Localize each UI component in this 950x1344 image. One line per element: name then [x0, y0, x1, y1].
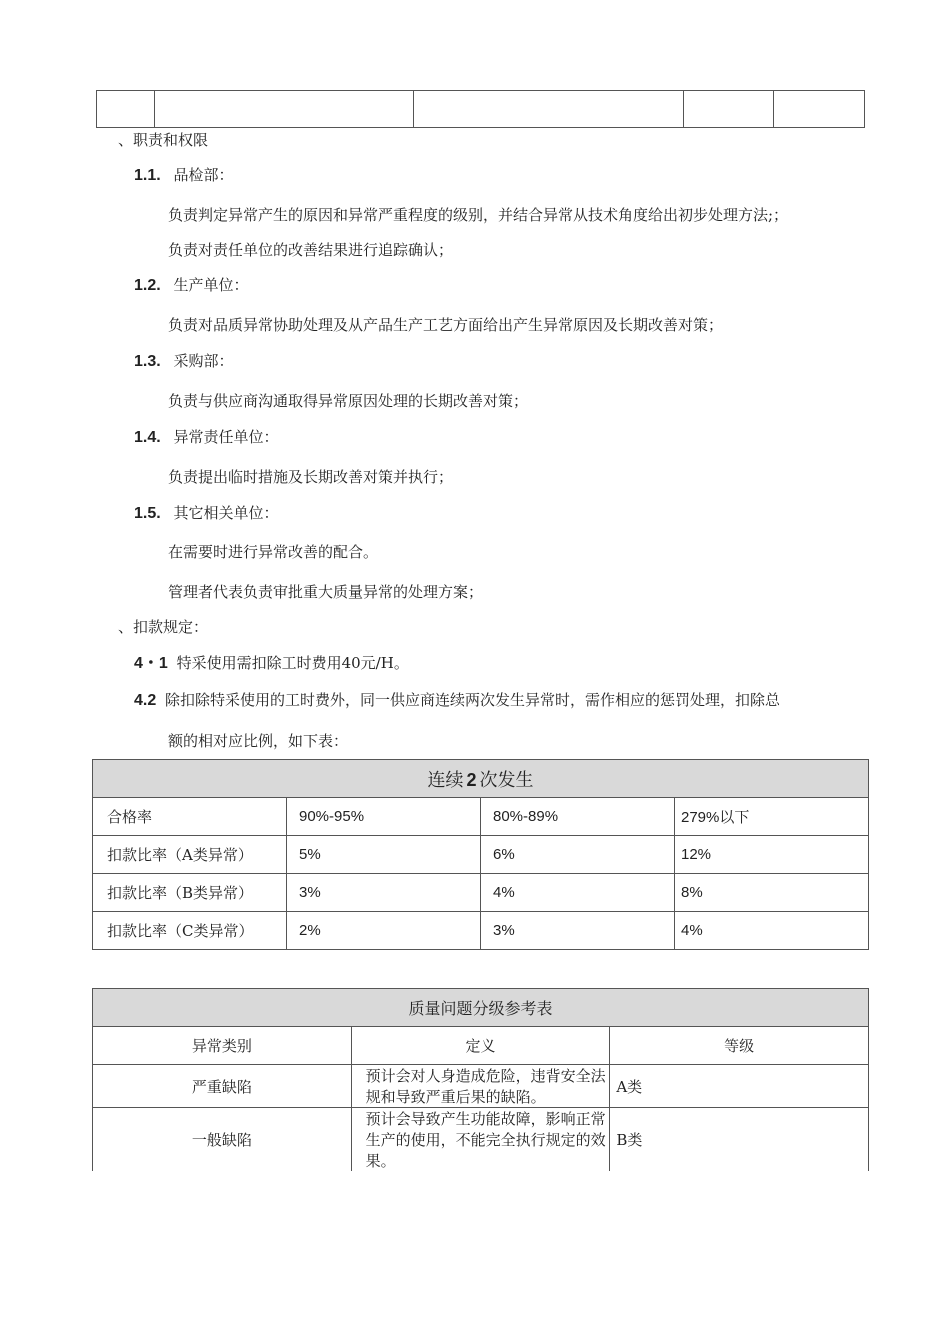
empty-cell: [414, 91, 684, 128]
empty-cell: [97, 91, 155, 128]
rule-text: 特采使用需扣除工时费用40元/H。: [176, 654, 409, 672]
table-header-row: [93, 1027, 869, 1065]
table-cell: 3%: [481, 912, 675, 950]
item-title: 采购部：: [173, 352, 234, 370]
empty-cell: [684, 91, 774, 128]
section-duties-heading: 、职责和权限: [118, 131, 209, 149]
table-cell: 279%以下: [675, 798, 869, 836]
table-row: [93, 912, 869, 950]
paragraph: 负责对品质异常协助处理及从产品生产工艺方面给出产生异常原因及长期改善对策；: [168, 316, 724, 334]
row-label: 扣款比率（A类异常）: [93, 836, 287, 874]
rule-4-2-continued: 额的相对应比例，如下表：: [168, 732, 349, 750]
table-cell: 8%: [675, 874, 869, 912]
table-title: [93, 760, 869, 798]
grade-cell: B类: [610, 1108, 869, 1172]
empty-cell: [774, 91, 865, 128]
item-title: 异常责任单位：: [173, 428, 279, 446]
rule-text: 除扣除特采使用的工时费外，同一供应商连续两次发生异常时，需作相应的惩罚处理，扣除总: [165, 691, 781, 709]
paragraph: 负责判定异常产生的原因和异常严重程度的级别，并结合异常从技术角度给出初步处理方法;；: [168, 206, 789, 224]
title-prefix: 连续: [427, 769, 464, 791]
header-grade: 等级: [610, 1027, 869, 1065]
table-cell: 6%: [481, 836, 675, 874]
row-label: 扣款比率（B类异常）: [93, 874, 287, 912]
paragraph: 负责与供应商沟通取得异常原因处理的长期改善对策；: [168, 392, 529, 410]
paragraph: 负责对责任单位的改善结果进行追踪确认；: [168, 241, 454, 259]
item-number: 1.3.: [134, 353, 161, 370]
table-row: [93, 1065, 869, 1108]
empty-cell: [155, 91, 414, 128]
item-number: 1.4.: [134, 429, 161, 446]
table-cell: 4%: [481, 874, 675, 912]
item-number: 1.1.: [134, 167, 161, 184]
table-cell: 3%: [287, 874, 481, 912]
table-cell: 2%: [287, 912, 481, 950]
rule-number: 4.2: [134, 692, 157, 709]
rule-4-1: [134, 653, 409, 674]
item-1-4: [134, 427, 278, 448]
item-1-5: [134, 503, 278, 524]
table-row: [93, 836, 869, 874]
table-cell: 90%-95%: [287, 798, 481, 836]
paragraph: 负责提出临时措施及长期改善对策并执行；: [168, 468, 454, 486]
title-suffix: 次发生: [479, 769, 534, 791]
header-definition: 定义: [351, 1027, 610, 1065]
rule-4-2: [134, 690, 780, 711]
header-category: 异常类别: [93, 1027, 352, 1065]
item-1-3: [134, 351, 233, 372]
item-title: 其它相关单位：: [173, 504, 279, 522]
deduction-rate-table: [92, 759, 869, 950]
item-title: 品检部：: [173, 166, 234, 184]
item-title: 生产单位：: [173, 276, 249, 294]
table-row: [93, 798, 869, 836]
paragraph: 在需要时进行异常改善的配合。: [168, 543, 379, 561]
item-number: 1.2.: [134, 277, 161, 294]
title-number: 2: [466, 769, 477, 790]
row-label: 合格率: [93, 798, 287, 836]
table-title: 质量问题分级参考表: [93, 989, 869, 1027]
section-deduct-heading: 、扣款规定：: [118, 618, 209, 636]
quality-grade-table: [92, 988, 869, 1171]
table-cell: 4%: [675, 912, 869, 950]
paragraph: 管理者代表负责审批重大质量异常的处理方案；: [168, 583, 484, 601]
table-cell: 12%: [675, 836, 869, 874]
grade-cell: A类: [610, 1065, 869, 1108]
rule-number: 4・1: [134, 655, 168, 672]
table-row: [93, 1108, 869, 1172]
item-1-1: [134, 165, 233, 186]
item-1-2: [134, 275, 248, 296]
top-empty-table: [96, 90, 865, 128]
item-number: 1.5.: [134, 505, 161, 522]
category-cell: 一般缺陷: [93, 1108, 352, 1172]
table-row: [93, 874, 869, 912]
table-cell: 80%-89%: [481, 798, 675, 836]
definition-cell: 预计会对人身造成危险，违背安全法规和导致严重后果的缺陷。: [351, 1065, 610, 1108]
table-cell: 5%: [287, 836, 481, 874]
category-cell: 严重缺陷: [93, 1065, 352, 1108]
definition-cell: 预计会导致产生功能故障，影响正常生产的使用，不能完全执行规定的效果。: [351, 1108, 610, 1172]
row-label: 扣款比率（C类异常）: [93, 912, 287, 950]
